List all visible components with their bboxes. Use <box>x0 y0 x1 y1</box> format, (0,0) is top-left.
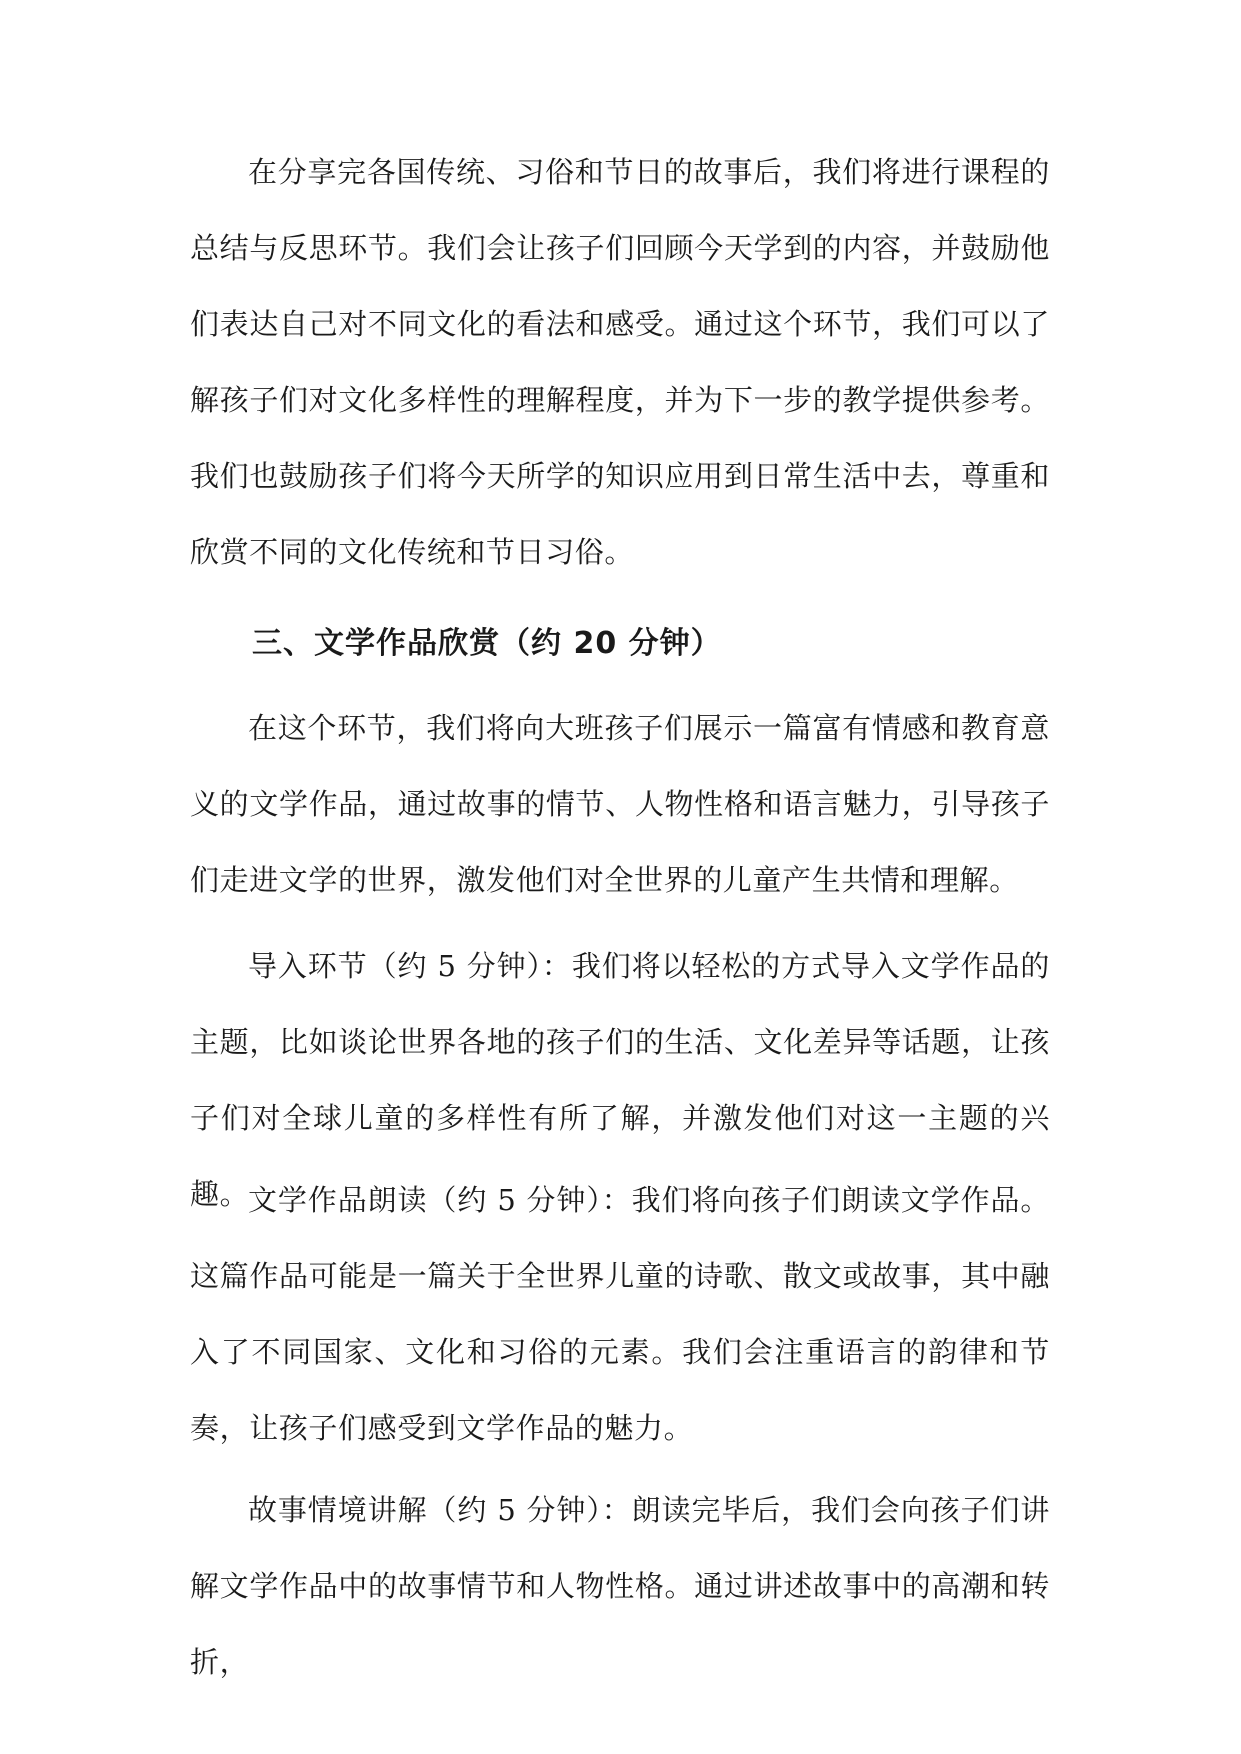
paragraph-story-explanation: 故事情境讲解（约 5 分钟）：朗读完毕后，我们会向孩子们讲解文学作品中的故事情节和人物性格。通过讲述故事中的高潮和转折， <box>190 1493 1050 1679</box>
paragraph-lead-in: 导入环节（约 5 分钟）：我们将以轻松的方式导入文学作品的主题，比如谈论世界各地的孩子们的生活、文化差异等话题，让孩子们对全球儿童的多样性有所了解，并激发他们对这一主题的兴趣。 <box>190 949 1050 1211</box>
paragraph-literature-intro: 在这个环节，我们将向大班孩子们展示一篇富有情感和教育意义的文学作品，通过故事的情节、人物性格和语言魅力，引导孩子们走进文学的世界，激发他们对全世界的儿童产生共情和理解。 <box>190 711 1050 897</box>
paragraph-reading: 文学作品朗读（约 5 分钟）：我们将向孩子们朗读文学作品。这篇作品可能是一篇关于全世界儿童的诗歌、散文或故事，其中融入了不同国家、文化和习俗的元素。我们会注重语言的韵律和节奏，让孩子们感受到文学作品的魅力。 <box>190 1183 1050 1445</box>
paragraph-summary-reflection: 在分享完各国传统、习俗和节日的故事后，我们将进行课程的总结与反思环节。我们会让孩子们回顾今天学到的内容，并鼓励他们表达自己对不同文化的看法和感受。通过这个环节，我们可以了解孩子们对文化多样性的理解程度，并为下一步的教学提供参考。我们也鼓励孩子们将今天所学的知识应用到日常生活中去，尊重和欣赏不同的文化传统和节日习俗。 <box>190 155 1050 569</box>
section-heading: 三、文学作品欣赏（约 20 分钟） <box>252 626 722 661</box>
